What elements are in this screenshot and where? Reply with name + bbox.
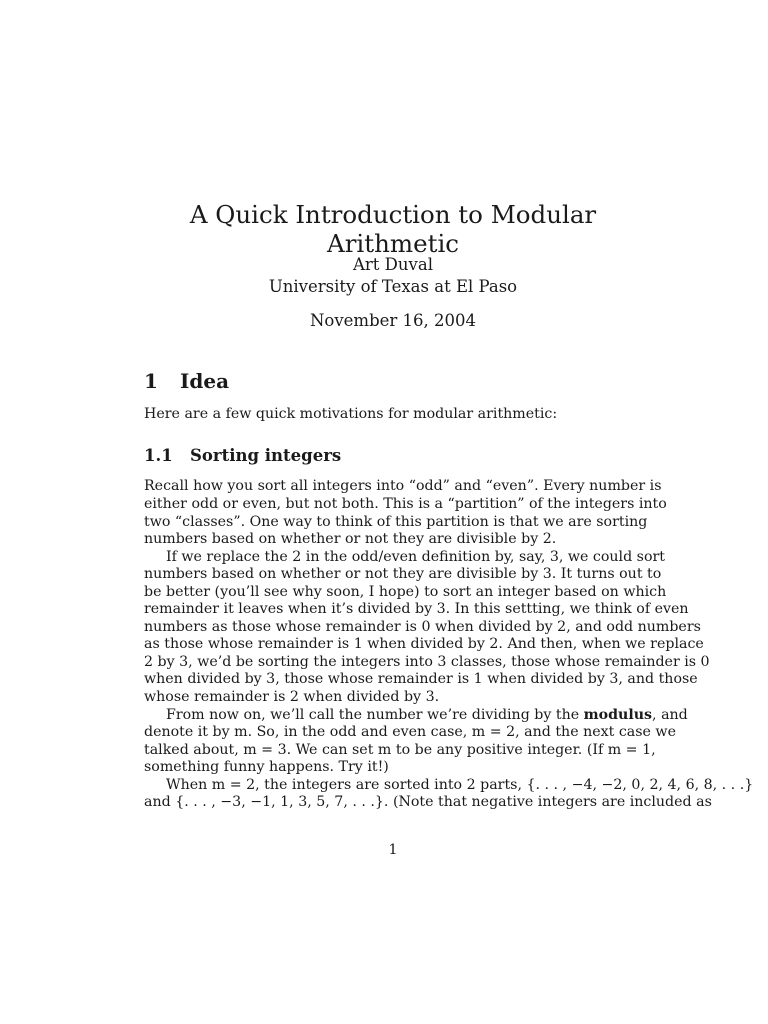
- author-affiliation: University of Texas at El Paso: [268, 277, 518, 296]
- body-line: 2 by 3, we’d be sorting the integers into 3 classes, those whose remainder is 0: [144, 654, 710, 670]
- modulus-line-post: , and: [652, 707, 688, 723]
- subsection-heading-sorting: [144, 446, 341, 465]
- body-line: talked about, m = 3. We can set m to be any positive integer. (If m = 1,: [144, 742, 656, 758]
- body-line: whose remainder is 2 when divided by 3.: [144, 689, 440, 705]
- section-intro: Here are a few quick motivations for modular arithmetic:: [144, 406, 558, 422]
- modulus-line-pre: From now on, we’ll call the number we’re dividing by the: [166, 707, 584, 723]
- paper-title: A Quick Introduction to Modular Arithmetic: [189, 200, 597, 258]
- body-line: numbers based on whether or not they are divisible by 2.: [144, 531, 557, 547]
- body-line: If we replace the 2 in the odd/even definition by, say, 3, we could sort: [166, 549, 665, 565]
- modulus-term: modulus: [583, 707, 653, 723]
- body-line: Recall how you sort all integers into “odd” and “even”. Every number is: [144, 478, 662, 494]
- section-heading-idea: [144, 369, 229, 393]
- section-number: 1: [144, 369, 158, 393]
- body-line: numbers based on whether or not they are divisible by 3. It turns out to: [144, 566, 662, 582]
- body-line: two “classes”. One way to think of this partition is that we are sorting: [144, 514, 648, 530]
- page-number: 1: [388, 842, 398, 858]
- body-line: when divided by 3, those whose remainder is 1 when divided by 3, and those: [144, 671, 698, 687]
- body-line: When m = 2, the integers are sorted into 2 parts, {. . . , −4, −2, 0, 2, 4, 6, 8, . . .}: [166, 777, 754, 793]
- body-line: remainder it leaves when it’s divided by 3. In this settting, we think of even: [144, 601, 689, 617]
- body-line: something funny happens. Try it!): [144, 759, 389, 775]
- subsection-title: Sorting integers: [190, 446, 342, 465]
- section-title: Idea: [180, 369, 230, 393]
- body-line: be better (you’ll see why soon, I hope) to sort an integer based on which: [144, 584, 667, 600]
- author-name: Art Duval: [353, 255, 433, 274]
- author-block: [144, 254, 642, 298]
- subsection-number: 1.1: [144, 446, 173, 465]
- body-line: either odd or even, but not both. This is a “partition” of the integers into: [144, 496, 667, 512]
- body-line: and {. . . , −3, −1, 1, 3, 5, 7, . . .}. (Note that negative integers are included as: [144, 794, 712, 810]
- body-line: as those whose remainder is 1 when divided by 2. And then, when we replace: [144, 636, 704, 652]
- body-line-modulus: [144, 706, 688, 724]
- paper-date: November 16, 2004: [309, 311, 477, 330]
- paper-page: [144, 0, 754, 1024]
- body-line: numbers as those whose remainder is 0 when divided by 2, and odd numbers: [144, 619, 701, 635]
- body-line: denote it by m. So, in the odd and even case, m = 2, and the next case we: [144, 724, 676, 740]
